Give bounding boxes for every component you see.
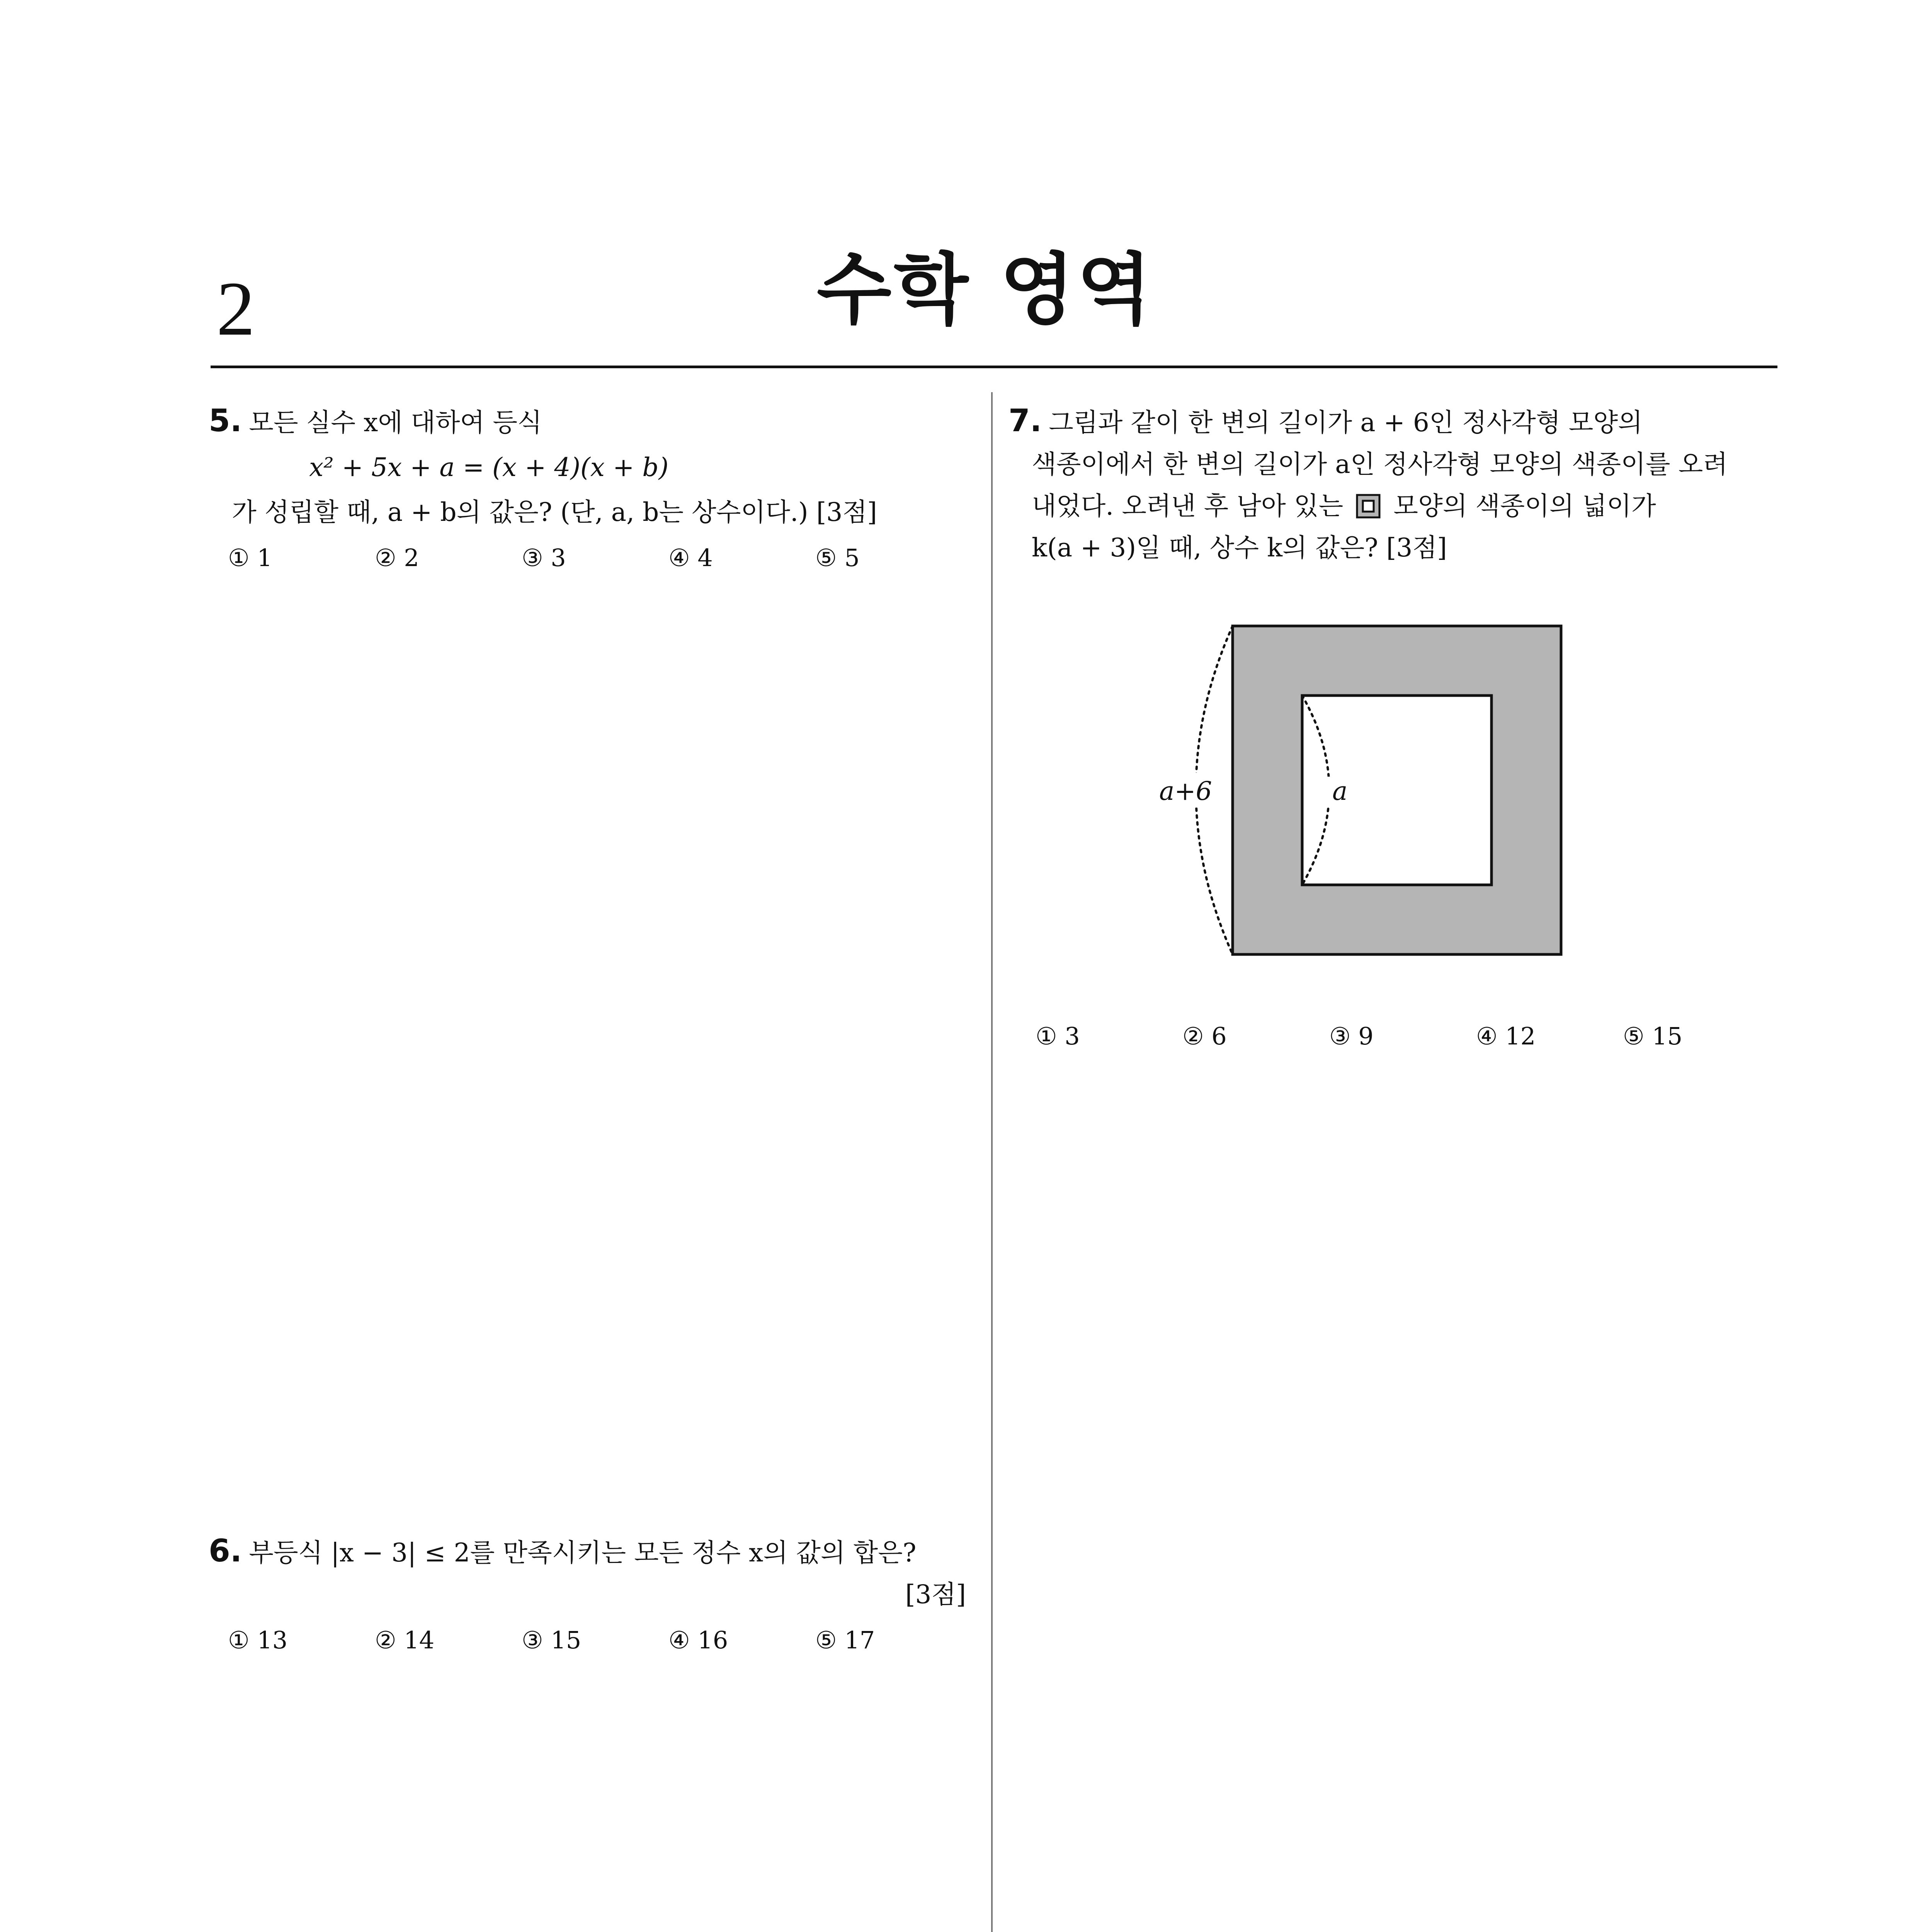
question-7-number: 7. [1009, 403, 1042, 439]
page-title: 수학 영역 [816, 245, 1154, 335]
header-divider [211, 366, 1777, 368]
question-7-choices [1036, 1022, 1770, 1050]
question-5 [209, 400, 974, 579]
page-number: 2 [216, 266, 255, 352]
question-7-line4: k(a + 3)일 때, 상수 k의 값은? [3점] [1032, 533, 1447, 563]
question-6 [209, 1530, 974, 1661]
choice-5[interactable]: ⑤ 17 [815, 1626, 875, 1654]
question-5-equation: x² + 5x + a = (x + 4)(x + b) [309, 452, 669, 482]
inner-length-label: a [1332, 776, 1348, 806]
question-7-prompt [1009, 400, 1781, 444]
question-7 [1009, 400, 1781, 569]
choice-5[interactable]: ⑤ 5 [815, 544, 860, 572]
choice-2[interactable]: ② 14 [375, 1626, 435, 1654]
question-5-number: 5. [209, 403, 242, 439]
choice-1[interactable]: ① 1 [228, 544, 272, 572]
choice-2[interactable]: ② 6 [1182, 1022, 1227, 1050]
choice-1[interactable]: ① 3 [1036, 1022, 1080, 1050]
question-7-line1: 그림과 같이 한 변의 길이가 a + 6인 정사각형 모양의 [1049, 408, 1643, 437]
choice-4[interactable]: ④ 12 [1476, 1022, 1536, 1050]
choice-5[interactable]: ⑤ 15 [1623, 1022, 1683, 1050]
choice-4[interactable]: ④ 16 [668, 1626, 728, 1654]
question-5-line2: 가 성립할 때, a + b의 값은? (단, a, b는 상수이다.) [3점] [232, 497, 877, 527]
choice-1[interactable]: ① 13 [228, 1626, 288, 1654]
frame-shape-icon [1356, 494, 1381, 519]
question-6-prompt [209, 1530, 974, 1574]
column-divider [991, 392, 993, 1932]
question-7-line3 [1009, 485, 1781, 527]
choice-3[interactable]: ③ 3 [522, 544, 566, 572]
question-5-line1: 모든 실수 x에 대하여 등식 [249, 408, 542, 437]
choice-3[interactable]: ③ 15 [522, 1626, 582, 1654]
square-figure [1148, 611, 1592, 958]
outer-length-label: a+6 [1159, 776, 1212, 806]
question-5-prompt [209, 400, 974, 444]
question-7-line2: 색종이에서 한 변의 길이가 a인 정사각형 모양의 색종이를 오려 [1032, 449, 1728, 479]
question-5-choices [209, 537, 974, 579]
choice-2[interactable]: ② 2 [375, 544, 419, 572]
choice-3[interactable]: ③ 9 [1329, 1022, 1374, 1050]
choice-4[interactable]: ④ 4 [668, 544, 713, 572]
question-6-number: 6. [209, 1533, 242, 1569]
question-6-points: [3점] [905, 1580, 966, 1609]
question-6-choices [209, 1619, 974, 1661]
question-7-line3a: 내었다. 오려낸 후 남아 있는 [1032, 491, 1344, 521]
question-7-line3b: 모양의 색종이의 넓이가 [1393, 491, 1656, 521]
question-6-line1: 부등식 |x − 3| ≤ 2를 만족시키는 모든 정수 x의 값의 합은? [249, 1538, 917, 1568]
